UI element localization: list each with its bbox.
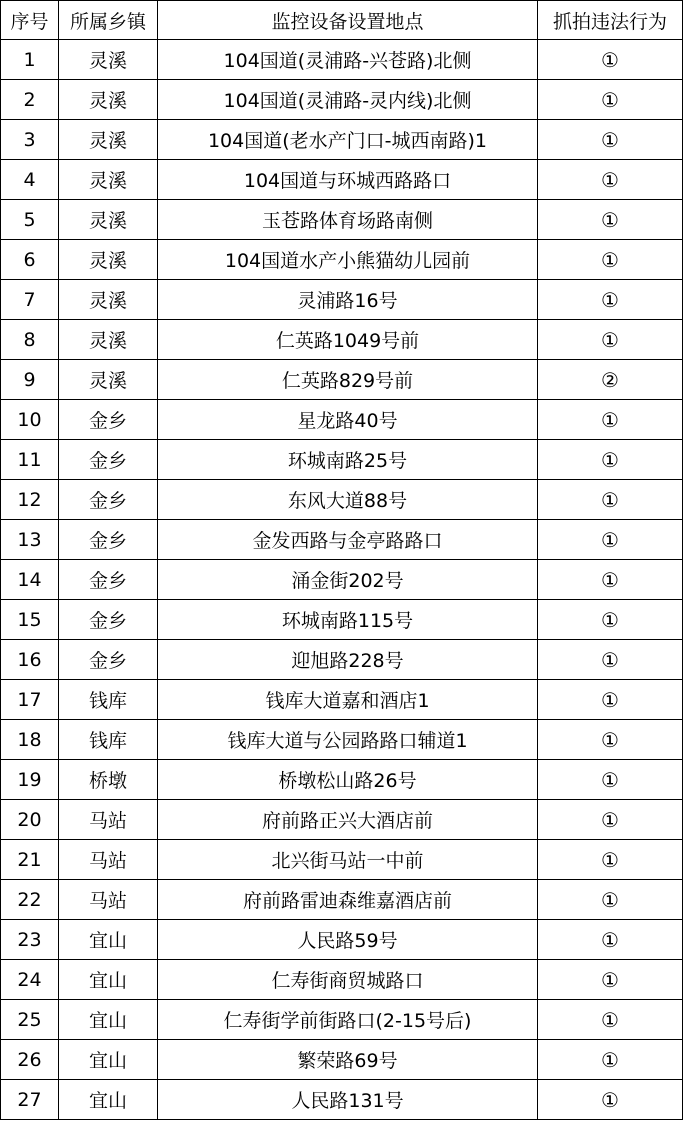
cell-violation-type: ① — [538, 200, 683, 240]
table-row — [1, 720, 683, 760]
cell-township: 灵溪 — [59, 160, 158, 200]
cell-violation-type: ① — [538, 520, 683, 560]
cell-township: 金乡 — [59, 440, 158, 480]
cell-location: 迎旭路228号 — [158, 640, 538, 680]
cell-violation-type: ① — [538, 480, 683, 520]
cell-serial-number: 16 — [1, 640, 59, 680]
cell-location: 钱库大道与公园路路口辅道1 — [158, 720, 538, 760]
cell-location: 东风大道88号 — [158, 480, 538, 520]
cell-location: 灵浦路16号 — [158, 280, 538, 320]
cell-violation-type: ① — [538, 680, 683, 720]
table-row — [1, 800, 683, 840]
table-row — [1, 680, 683, 720]
cell-location: 钱库大道嘉和酒店1 — [158, 680, 538, 720]
table-row — [1, 160, 683, 200]
cell-violation-type: ① — [538, 40, 683, 80]
cell-township: 马站 — [59, 800, 158, 840]
cell-violation-type: ① — [538, 640, 683, 680]
cell-location: 繁荣路69号 — [158, 1040, 538, 1080]
cell-violation-type: ① — [538, 760, 683, 800]
cell-township: 钱库 — [59, 720, 158, 760]
cell-township: 金乡 — [59, 520, 158, 560]
cell-township: 宜山 — [59, 960, 158, 1000]
cell-serial-number: 17 — [1, 680, 59, 720]
table-row — [1, 1000, 683, 1040]
table-row — [1, 920, 683, 960]
cell-location: 104国道(灵浦路-兴苍路)北侧 — [158, 40, 538, 80]
table-row — [1, 360, 683, 400]
cell-violation-type: ① — [538, 80, 683, 120]
cell-violation-type: ① — [538, 1040, 683, 1080]
cell-serial-number: 9 — [1, 360, 59, 400]
table-row — [1, 1040, 683, 1080]
header-location: 监控设备设置地点 — [158, 1, 538, 40]
cell-violation-type: ② — [538, 360, 683, 400]
cell-township: 灵溪 — [59, 200, 158, 240]
cell-location: 人民路59号 — [158, 920, 538, 960]
cell-violation-type: ① — [538, 720, 683, 760]
cell-location: 星龙路40号 — [158, 400, 538, 440]
cell-violation-type: ① — [538, 280, 683, 320]
cell-location: 仁寿街学前街路口(2-15号后) — [158, 1000, 538, 1040]
cell-township: 桥墩 — [59, 760, 158, 800]
table-row — [1, 480, 683, 520]
cell-serial-number: 27 — [1, 1080, 59, 1120]
cell-serial-number: 7 — [1, 280, 59, 320]
table-row — [1, 960, 683, 1000]
cell-township: 金乡 — [59, 600, 158, 640]
cell-serial-number: 14 — [1, 560, 59, 600]
table-row — [1, 560, 683, 600]
cell-serial-number: 12 — [1, 480, 59, 520]
cell-violation-type: ① — [538, 440, 683, 480]
cell-violation-type: ① — [538, 840, 683, 880]
table-row — [1, 880, 683, 920]
cell-serial-number: 10 — [1, 400, 59, 440]
table-row — [1, 400, 683, 440]
cell-violation-type: ① — [538, 160, 683, 200]
cell-township: 金乡 — [59, 400, 158, 440]
cell-location: 北兴街马站一中前 — [158, 840, 538, 880]
cell-township: 马站 — [59, 840, 158, 880]
table-row — [1, 840, 683, 880]
table-row — [1, 40, 683, 80]
cell-serial-number: 4 — [1, 160, 59, 200]
cell-serial-number: 24 — [1, 960, 59, 1000]
cell-serial-number: 26 — [1, 1040, 59, 1080]
cell-serial-number: 5 — [1, 200, 59, 240]
cell-township: 马站 — [59, 880, 158, 920]
cell-violation-type: ① — [538, 960, 683, 1000]
cell-location: 人民路131号 — [158, 1080, 538, 1120]
cell-violation-type: ① — [538, 400, 683, 440]
cell-violation-type: ① — [538, 1080, 683, 1120]
cell-violation-type: ① — [538, 560, 683, 600]
cell-township: 金乡 — [59, 480, 158, 520]
cell-violation-type: ① — [538, 320, 683, 360]
cell-violation-type: ① — [538, 1000, 683, 1040]
table-row — [1, 240, 683, 280]
cell-location: 环城南路115号 — [158, 600, 538, 640]
cell-location: 104国道(老水产门口-城西南路)1 — [158, 120, 538, 160]
cell-serial-number: 2 — [1, 80, 59, 120]
cell-serial-number: 22 — [1, 880, 59, 920]
cell-location: 仁英路1049号前 — [158, 320, 538, 360]
cell-township: 金乡 — [59, 640, 158, 680]
cell-violation-type: ① — [538, 800, 683, 840]
cell-serial-number: 1 — [1, 40, 59, 80]
table-row — [1, 640, 683, 680]
cell-serial-number: 23 — [1, 920, 59, 960]
table-row — [1, 760, 683, 800]
cell-serial-number: 11 — [1, 440, 59, 480]
cell-township: 宜山 — [59, 1040, 158, 1080]
cell-township: 灵溪 — [59, 320, 158, 360]
cell-township: 灵溪 — [59, 280, 158, 320]
cell-township: 灵溪 — [59, 80, 158, 120]
cell-serial-number: 8 — [1, 320, 59, 360]
table-row — [1, 120, 683, 160]
cell-serial-number: 21 — [1, 840, 59, 880]
cell-township: 灵溪 — [59, 240, 158, 280]
cell-location: 府前路正兴大酒店前 — [158, 800, 538, 840]
cell-serial-number: 13 — [1, 520, 59, 560]
cell-township: 灵溪 — [59, 120, 158, 160]
table-row — [1, 320, 683, 360]
header-township: 所属乡镇 — [59, 1, 158, 40]
table-row — [1, 600, 683, 640]
cell-location: 环城南路25号 — [158, 440, 538, 480]
cell-location: 仁寿街商贸城路口 — [158, 960, 538, 1000]
cell-location: 104国道(灵浦路-灵内线)北侧 — [158, 80, 538, 120]
cell-location: 玉苍路体育场路南侧 — [158, 200, 538, 240]
header-serial-number: 序号 — [1, 1, 59, 40]
cell-serial-number: 25 — [1, 1000, 59, 1040]
header-row — [1, 1, 683, 40]
cell-serial-number: 20 — [1, 800, 59, 840]
cell-location: 104国道水产小熊猫幼儿园前 — [158, 240, 538, 280]
table-row — [1, 280, 683, 320]
cell-township: 宜山 — [59, 920, 158, 960]
cell-serial-number: 6 — [1, 240, 59, 280]
cell-serial-number: 19 — [1, 760, 59, 800]
cell-violation-type: ① — [538, 880, 683, 920]
cell-violation-type: ① — [538, 600, 683, 640]
cell-location: 104国道与环城西路路口 — [158, 160, 538, 200]
table-row — [1, 440, 683, 480]
cell-location: 桥墩松山路26号 — [158, 760, 538, 800]
cell-serial-number: 15 — [1, 600, 59, 640]
table-row — [1, 80, 683, 120]
table-row — [1, 520, 683, 560]
cell-township: 宜山 — [59, 1080, 158, 1120]
cell-township: 金乡 — [59, 560, 158, 600]
header-violation-type: 抓拍违法行为 — [538, 1, 683, 40]
cell-serial-number: 3 — [1, 120, 59, 160]
cell-township: 灵溪 — [59, 360, 158, 400]
cell-location: 涌金街202号 — [158, 560, 538, 600]
cell-violation-type: ① — [538, 920, 683, 960]
cell-location: 金发西路与金亭路路口 — [158, 520, 538, 560]
cell-violation-type: ① — [538, 120, 683, 160]
cell-township: 灵溪 — [59, 40, 158, 80]
cell-township: 钱库 — [59, 680, 158, 720]
cell-serial-number: 18 — [1, 720, 59, 760]
cell-location: 府前路雷迪森维嘉酒店前 — [158, 880, 538, 920]
cell-violation-type: ① — [538, 240, 683, 280]
table-row — [1, 1080, 683, 1120]
cell-location: 仁英路829号前 — [158, 360, 538, 400]
cell-township: 宜山 — [59, 1000, 158, 1040]
table-row — [1, 200, 683, 240]
